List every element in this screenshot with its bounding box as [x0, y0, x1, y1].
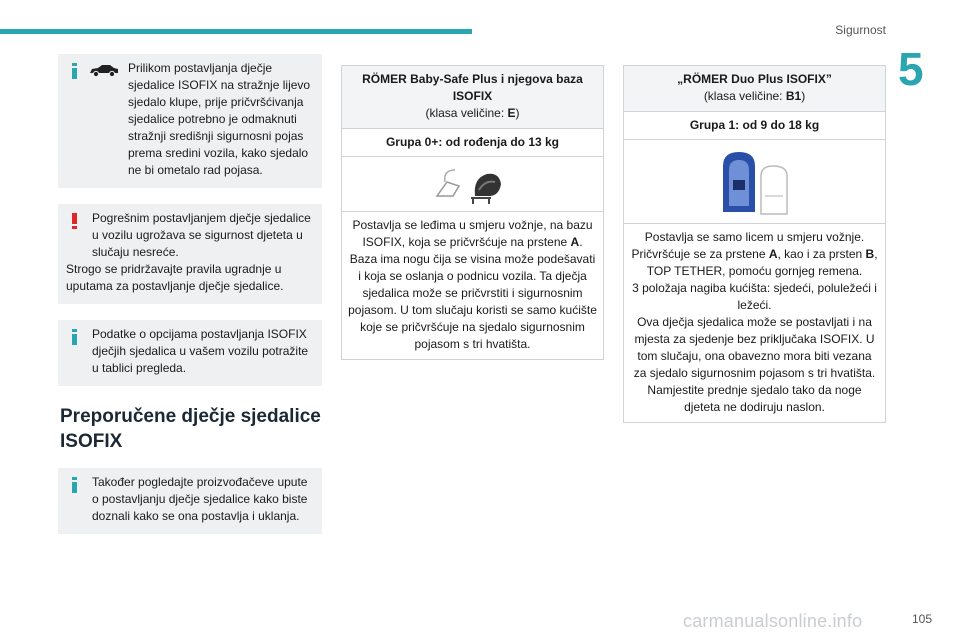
note-text: Također pogledajte proizvođačeve upute o postavljanju dječje sjedalice kako biste doznali kako se ona postavlja i uklanja.: [92, 475, 308, 523]
car-icon: [88, 63, 120, 77]
class-prefix: (klasa veličine:: [703, 89, 786, 103]
seat-class: [630, 88, 879, 105]
info-note-isofix-rear-left: [58, 54, 322, 188]
class-value: E: [507, 106, 516, 120]
info-icon: [72, 477, 77, 493]
header-accent-bar: [0, 29, 472, 34]
desc-part-2: . Baza ima nogu čija se visina može podešavati i koja se oslanja o podnicu vozila. Ta dječja sjedalica može se pričvrstiti i sigurnosnim pojasom. U tom slučaju koristi se samo kućište koje se pričvršćuje na sjedalo sigurnosnim pojasom s tri hvatišta.: [348, 235, 597, 351]
ring-a: A: [570, 235, 580, 249]
class-suffix: ): [801, 89, 806, 103]
desc-line-3: Ova dječja sjedalica može se postavljati i na mjesta za sjedenje bez priključaka ISOFIX. U tom slučaju, ona obavezno mora biti vezana za sjedalo sigurnosnim pojasom s tri hvatišta.: [633, 315, 876, 380]
class-suffix: ): [515, 106, 520, 120]
ring-b: B: [865, 247, 875, 261]
desc-line-1: [630, 229, 879, 280]
section-heading: Preporučene dječje sjedalice ISOFIX: [60, 406, 321, 452]
warning-note-wrong-installation: [58, 204, 322, 304]
ring-a: A: [768, 247, 778, 261]
info-note-manufacturer-instructions: [58, 468, 322, 534]
seat-class: [348, 105, 597, 122]
warning-text: Pogrešnim postavljanjem dječje sjedalice u vozilu ugrožava se sigurnost djeteta u slučaju nesreće.: [92, 211, 311, 259]
watermark: carmanualsonline.info: [683, 611, 863, 631]
table-header: [624, 66, 885, 112]
weight-group: Grupa 0+: od rođenja do 13 kg: [342, 129, 603, 157]
note-text: Podatke o opcijama postavljanja ISOFIX dječjih sjedalica u vašem vozilu potražite u tablici pregleda.: [92, 327, 309, 375]
baby-seat-illustration: [433, 162, 513, 206]
note-text: [66, 60, 314, 179]
desc-part-3: , TOP TETHER, pomoću gornjeg remena.: [646, 247, 878, 278]
class-prefix: (klasa veličine:: [425, 106, 508, 120]
desc-part-1: Postavlja se samo licem u smjeru vožnje. Pričvršćuje se za prstene: [631, 230, 865, 261]
section-title: Sigurnost: [835, 23, 886, 37]
seat-title: „RÖMER Duo Plus ISOFIX”: [677, 72, 832, 86]
info-icon: [72, 63, 77, 79]
class-value: B1: [785, 89, 802, 103]
left-column: [58, 54, 322, 550]
seat-description: [624, 224, 885, 422]
seat-image: [342, 157, 603, 212]
desc-part-2: , kao i za prsten: [777, 247, 866, 261]
seat-title: RÖMER Baby-Safe Plus i njegova baza ISOFIX: [362, 72, 583, 103]
weight-group: Grupa 1: od 9 do 18 kg: [624, 112, 885, 140]
info-note-overview-table: [58, 320, 322, 386]
warning-text-2: Strogo se pridržavajte pravila ugradnje u uputama za postavljanje dječje sjedalice.: [66, 262, 284, 293]
child-seat-table-baby-safe: [341, 65, 604, 360]
warning-icon: [72, 213, 77, 229]
desc-line-4: Namjestite prednje sjedalo tako da noge djeteta ne dodiruju naslon.: [647, 383, 862, 414]
seat-image: [624, 140, 885, 224]
forward-seat-illustration: [715, 146, 795, 218]
desc-part-1: Postavlja se leđima u smjeru vožnje, na bazu ISOFIX, koja se pričvršćuje na prstene: [352, 218, 593, 249]
note-text-body: Prilikom postavljanja dječje sjedalice ISOFIX na stražnje lijevo sjedalo klupe, prije pričvršćivanja sjedalice potrebno je odmaknuti stražnji središnji sigurnosni pojas prema sredini vozila, kako sjedalo ne bi ometalo rad pojasa.: [128, 61, 311, 177]
child-seat-table-duo-plus: [623, 65, 886, 423]
info-icon: [72, 329, 77, 345]
desc-line-2: 3 položaja nagiba kućišta: sjedeći, poluležeći i ležeći.: [632, 281, 877, 312]
chapter-number: 5: [898, 43, 924, 95]
page-number: 105: [911, 612, 932, 626]
seat-description: [342, 212, 603, 359]
table-header: [342, 66, 603, 129]
